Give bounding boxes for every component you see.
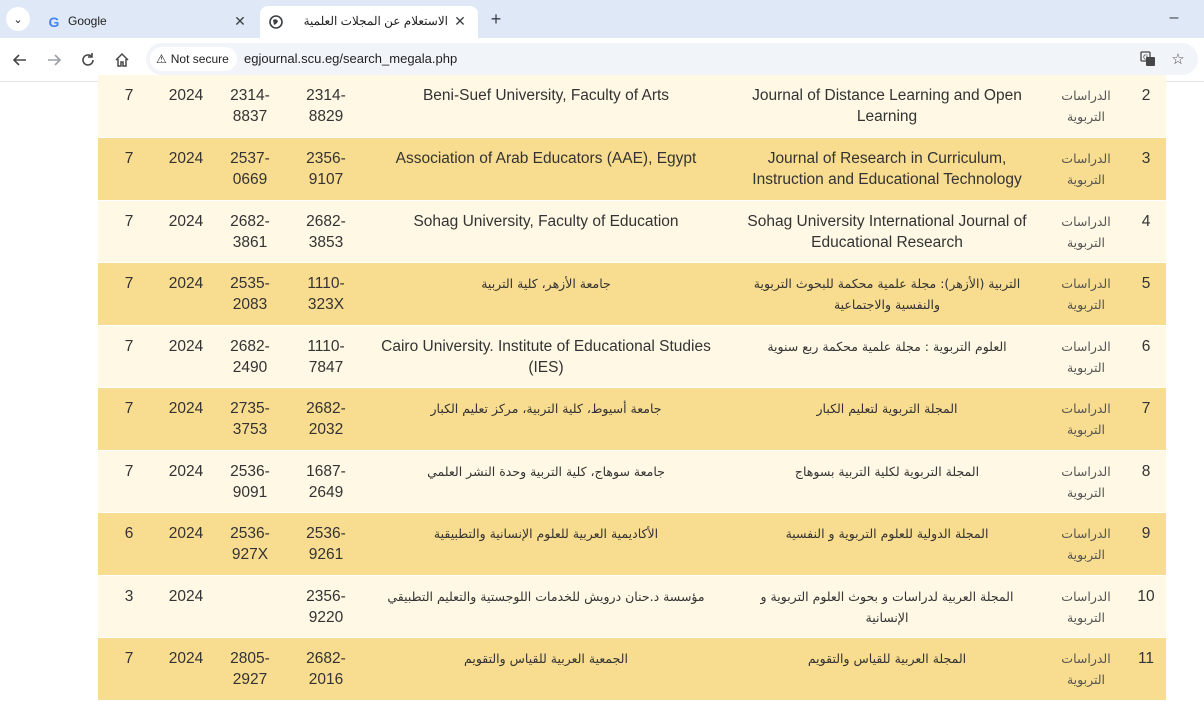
table-row xyxy=(98,575,1166,638)
row-number-cell: 4 xyxy=(1141,212,1151,230)
warning-triangle-icon: ⚠ xyxy=(156,52,167,66)
new-tab-button[interactable]: + xyxy=(490,9,502,29)
field-cell: الدراسات التربوية xyxy=(1061,276,1111,312)
issn-print-cell: 1687- 2649 xyxy=(306,462,346,501)
publisher-cell: جامعة الأزهر، كلية التربية xyxy=(481,276,611,291)
publisher-cell: الجمعية العربية للقياس والتقويم xyxy=(464,651,628,666)
publisher-cell: جامعة أسيوط، كلية التربية، مركز تعليم الكبار xyxy=(430,401,662,416)
year-cell: 2024 xyxy=(168,150,204,167)
issn-print-cell: 2682- 2016 xyxy=(306,650,346,688)
row-number-cell: 6 xyxy=(1141,337,1151,355)
reload-button[interactable] xyxy=(76,48,100,72)
publisher-cell: الأكاديمية العربية للعلوم الإنسانية والتطبيقية xyxy=(433,526,659,541)
home-button[interactable] xyxy=(110,48,134,72)
address-bar[interactable] xyxy=(146,43,1198,75)
row-number-cell: 5 xyxy=(1141,275,1151,292)
field-cell: الدراسات التربوية xyxy=(1061,213,1111,250)
issn-print-cell: 2682- 3853 xyxy=(306,212,346,251)
row-number-cell: 8 xyxy=(1141,462,1151,480)
issn-print-cell: 1110- 323X xyxy=(307,275,345,313)
issn-online-cell: 2537- 0669 xyxy=(230,150,270,188)
journal-title-cell: Sohag University International Journal of Educational Research xyxy=(747,212,1027,251)
publisher-cell: Beni-Suef University, Faculty of Arts xyxy=(422,87,670,104)
row-number-cell: 7 xyxy=(1141,400,1151,417)
field-cell: الدراسات التربوية xyxy=(1061,88,1111,124)
publisher-cell: Association of Arab Educators (AAE), Egypt xyxy=(395,150,697,167)
chevron-down-icon: ⌄ xyxy=(13,13,23,26)
journal-title-cell: التربية (الأزهر): مجلة علمية محكمة للبحوث التربوية والنفسية والاجتماعية xyxy=(753,276,1021,312)
globe-icon xyxy=(268,14,284,30)
score-cell: 7 xyxy=(124,650,134,667)
issn-online-cell: 2535- 2083 xyxy=(230,275,270,313)
journals-table xyxy=(98,75,1166,701)
issn-online-cell: 2536- 9091 xyxy=(230,462,270,501)
tab-google[interactable] xyxy=(38,6,258,38)
row-number-cell: 2 xyxy=(1141,87,1151,104)
field-cell: الدراسات التربوية xyxy=(1061,401,1111,437)
year-cell: 2024 xyxy=(168,587,204,605)
table-row xyxy=(98,638,1166,701)
table-row xyxy=(98,263,1166,326)
field-cell: الدراسات التربوية xyxy=(1061,588,1111,625)
issn-online-cell xyxy=(212,575,288,638)
row-number-cell: 3 xyxy=(1141,150,1151,167)
issn-online-cell: 2682- 2490 xyxy=(230,337,270,376)
year-cell: 2024 xyxy=(168,462,204,480)
close-icon[interactable]: ✕ xyxy=(454,13,466,29)
back-button[interactable] xyxy=(8,48,32,72)
issn-print-cell: 2356- 9107 xyxy=(306,150,346,188)
score-cell: 7 xyxy=(124,337,134,355)
back-arrow-icon xyxy=(12,52,28,68)
score-cell: 7 xyxy=(124,462,134,480)
publisher-cell: Sohag University, Faculty of Education xyxy=(413,212,679,230)
row-number-cell: 9 xyxy=(1141,525,1151,542)
issn-online-cell: 2735- 3753 xyxy=(230,400,270,438)
page-content xyxy=(0,83,1204,688)
journal-title-cell: Journal of Distance Learning and Open Learning xyxy=(752,87,1022,125)
journal-title-cell: المجلة الدولية للعلوم التربوية و النفسية xyxy=(785,526,989,541)
reload-icon xyxy=(80,52,96,68)
field-cell: الدراسات التربوية xyxy=(1061,651,1111,687)
year-cell: 2024 xyxy=(168,87,204,104)
score-cell: 7 xyxy=(124,87,134,104)
issn-online-cell: 2805- 2927 xyxy=(230,650,270,688)
row-number-cell: 11 xyxy=(1137,650,1155,667)
field-cell: الدراسات التربوية xyxy=(1061,338,1111,375)
year-cell: 2024 xyxy=(168,400,204,417)
issn-print-cell: 2314- 8829 xyxy=(306,87,346,125)
forward-arrow-icon xyxy=(46,52,62,68)
publisher-cell: جامعة سوهاج، كلية التربية وحدة النشر العلمي xyxy=(427,463,665,479)
journal-title-cell: Journal of Research in Curriculum, Instruction and Educational Technology xyxy=(752,150,1022,188)
issn-online-cell: 2536- 927X xyxy=(230,525,270,563)
close-icon[interactable]: ✕ xyxy=(234,13,246,29)
year-cell: 2024 xyxy=(168,525,204,542)
table-row xyxy=(98,325,1166,388)
year-cell: 2024 xyxy=(168,212,204,230)
translate-icon[interactable] xyxy=(1138,49,1158,69)
issn-print-cell: 2536- 9261 xyxy=(306,525,346,563)
score-cell: 7 xyxy=(124,275,134,292)
bookmark-star-icon[interactable]: ☆ xyxy=(1171,51,1185,68)
row-number-cell: 10 xyxy=(1137,587,1155,605)
score-cell: 3 xyxy=(124,587,134,605)
year-cell: 2024 xyxy=(168,275,204,292)
score-cell: 6 xyxy=(124,525,134,542)
url-text[interactable]: egjournal.scu.eg/search_megala.php xyxy=(244,51,458,66)
field-cell: الدراسات التربوية xyxy=(1061,151,1111,187)
year-cell: 2024 xyxy=(168,650,204,667)
security-indicator[interactable] xyxy=(150,47,237,71)
score-cell: 7 xyxy=(124,150,134,167)
tab-title: الاستعلام عن المجلات العلمية xyxy=(303,14,448,28)
table-row xyxy=(98,450,1166,513)
publisher-cell: Cairo University. Institute of Educational Studies (IES) xyxy=(381,337,711,376)
tab-search-button[interactable] xyxy=(6,7,30,31)
home-icon xyxy=(114,52,130,68)
tab-journal-search[interactable] xyxy=(260,6,478,38)
svg-text:G: G xyxy=(1143,53,1149,62)
table-row xyxy=(98,200,1166,263)
issn-online-cell: 2682- 3861 xyxy=(230,212,270,251)
field-cell: الدراسات التربوية xyxy=(1061,526,1111,562)
year-cell: 2024 xyxy=(168,337,204,355)
publisher-cell: مؤسسة د.حنان درويش للخدمات اللوجستية والتعليم التطبيقي xyxy=(387,588,705,604)
score-cell: 7 xyxy=(124,400,134,417)
issn-print-cell: 2682- 2032 xyxy=(306,400,346,438)
score-cell: 7 xyxy=(124,212,134,230)
google-g-icon: G xyxy=(48,14,60,30)
minimize-button[interactable]: – xyxy=(1169,9,1179,26)
journal-title-cell: المجلة العربية للقياس والتقويم xyxy=(807,651,967,666)
table-row xyxy=(98,388,1166,451)
table-row xyxy=(98,513,1166,576)
table-row xyxy=(98,138,1166,201)
security-label: Not secure xyxy=(170,52,229,66)
issn-online-cell: 2314- 8837 xyxy=(230,87,270,125)
forward-button[interactable] xyxy=(42,48,66,72)
tab-title: Google xyxy=(68,14,107,28)
journal-title-cell: المجلة التربوية لكلية التربية بسوهاج xyxy=(794,463,980,479)
issn-print-cell: 1110- 7847 xyxy=(307,337,345,376)
field-cell: الدراسات التربوية xyxy=(1061,463,1111,500)
journal-title-cell: العلوم التربوية : مجلة علمية محكمة ربع سنوية xyxy=(767,338,1007,354)
journal-title-cell: المجلة العربية لدراسات و بحوث العلوم التربوية و الإنسانية xyxy=(760,588,1014,625)
issn-print-cell: 2356- 9220 xyxy=(306,587,346,626)
table-row xyxy=(98,75,1166,138)
tab-strip xyxy=(0,0,1204,38)
journal-title-cell: المجلة التربوية لتعليم الكبار xyxy=(816,401,958,416)
